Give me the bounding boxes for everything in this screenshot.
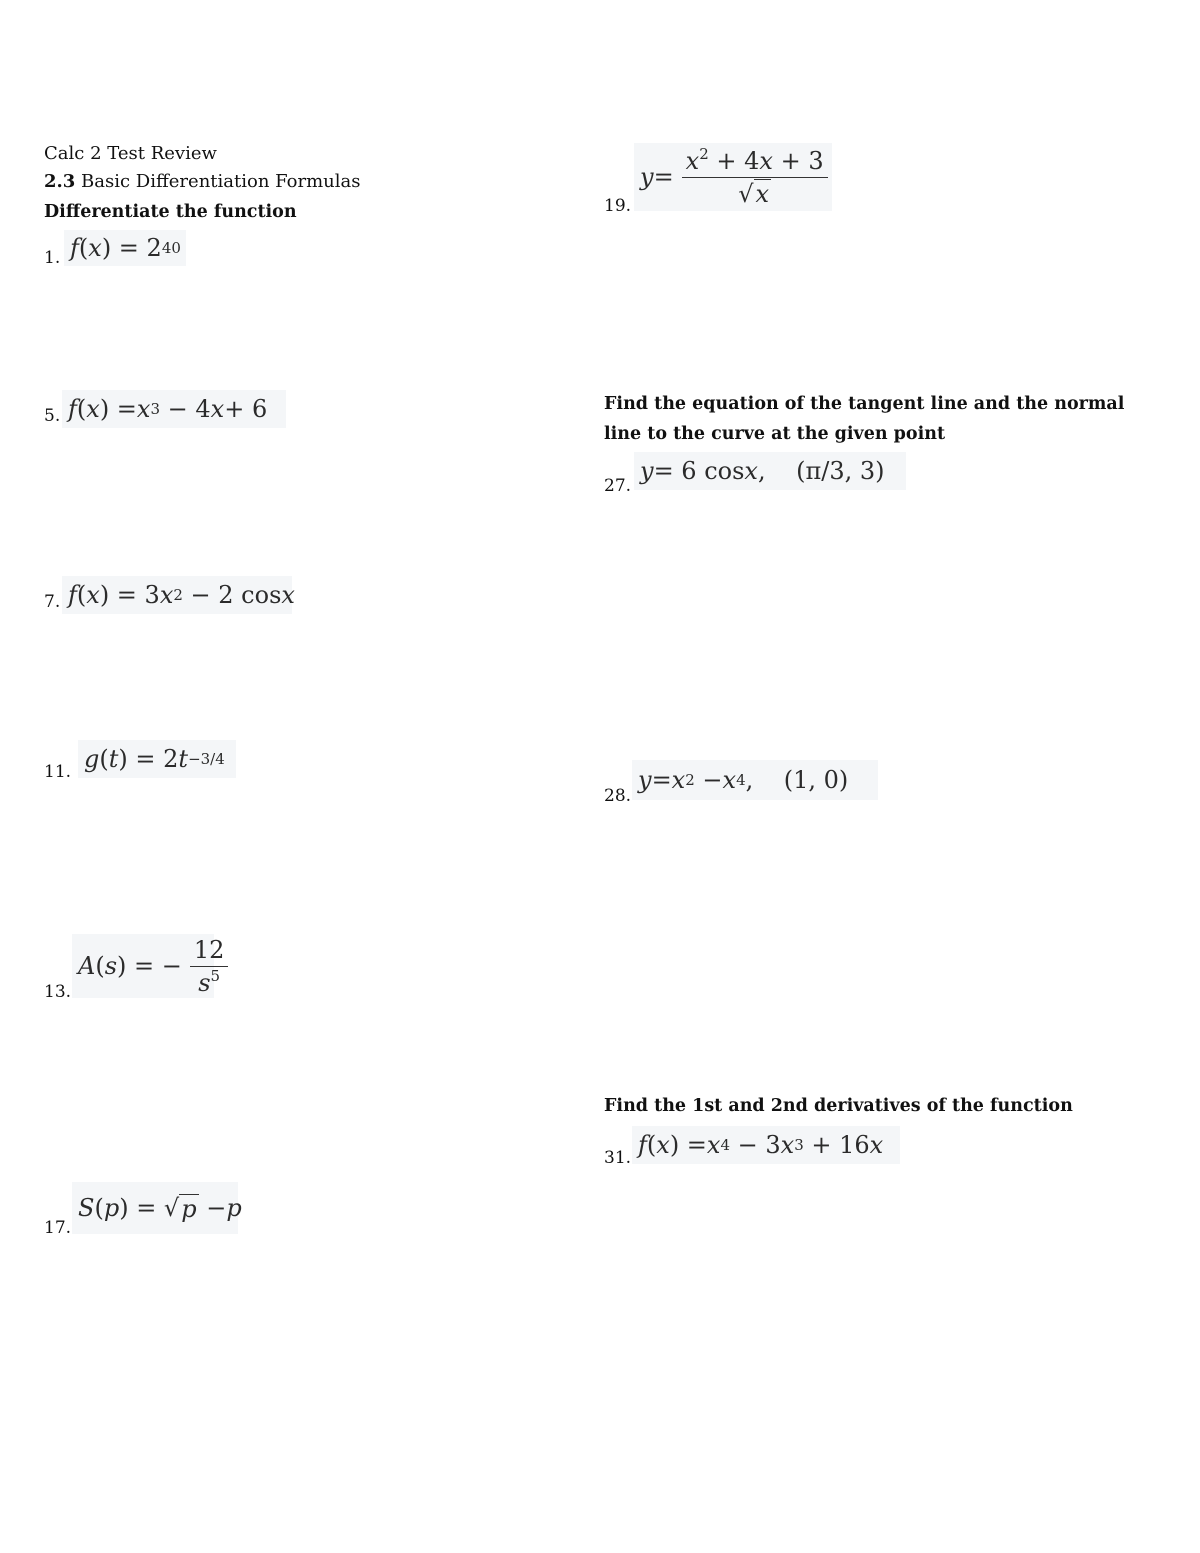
problem-1-formula: f ( x ) = 2 40	[64, 230, 186, 266]
problem-5-number: 5.	[44, 406, 61, 426]
problem-19-number: 19.	[604, 196, 632, 216]
problem-19-formula: y = $\frac{x^2 + 4x + 3}{√x}$	[634, 143, 832, 211]
problem-5-formula: f ( x ) = x 3 − 4 x + 6	[62, 390, 286, 428]
section-title: Basic Differentiation Formulas	[75, 171, 361, 192]
problem-11-number: 11.	[44, 762, 72, 782]
problem-7-formula: f ( x ) = 3 x 2 − 2 cos x	[62, 576, 292, 614]
problem-27-formula: y = 6 cos x , (π/3, 3)	[634, 452, 906, 490]
differentiate-instruction: Differentiate the function	[44, 202, 297, 222]
page-title: Calc 2 Test Review	[44, 143, 217, 164]
problem-28-number: 28.	[604, 786, 632, 806]
derivatives-instruction: Find the 1st and 2nd derivatives of the function	[604, 1096, 1073, 1116]
section-number: 2.3	[44, 171, 76, 192]
tangent-instruction-line-1: Find the equation of the tangent line and the normal	[604, 394, 1125, 414]
problem-27-number: 27.	[604, 476, 632, 496]
problem-17-number: 17.	[44, 1218, 72, 1238]
problem-7-number: 7.	[44, 592, 61, 612]
problem-13-formula: A ( s ) = − $\frac{12}{s^5}$	[72, 934, 214, 998]
tangent-instruction-line-2: line to the curve at the given point	[604, 424, 946, 444]
problem-28-formula: y = x 2 − x 4 , (1, 0)	[632, 760, 878, 800]
section-heading	[44, 170, 360, 194]
problem-31-number: 31.	[604, 1148, 632, 1168]
problem-1-number: 1.	[44, 248, 61, 268]
problem-13-number: 13.	[44, 982, 72, 1002]
problem-11-formula: g ( t ) = 2 t −3/4	[78, 740, 236, 778]
problem-31-formula: f ( x ) = x 4 − 3 x 3 + 16 x	[632, 1126, 900, 1164]
problem-17-formula: S ( p ) = √ p − p	[72, 1182, 238, 1234]
